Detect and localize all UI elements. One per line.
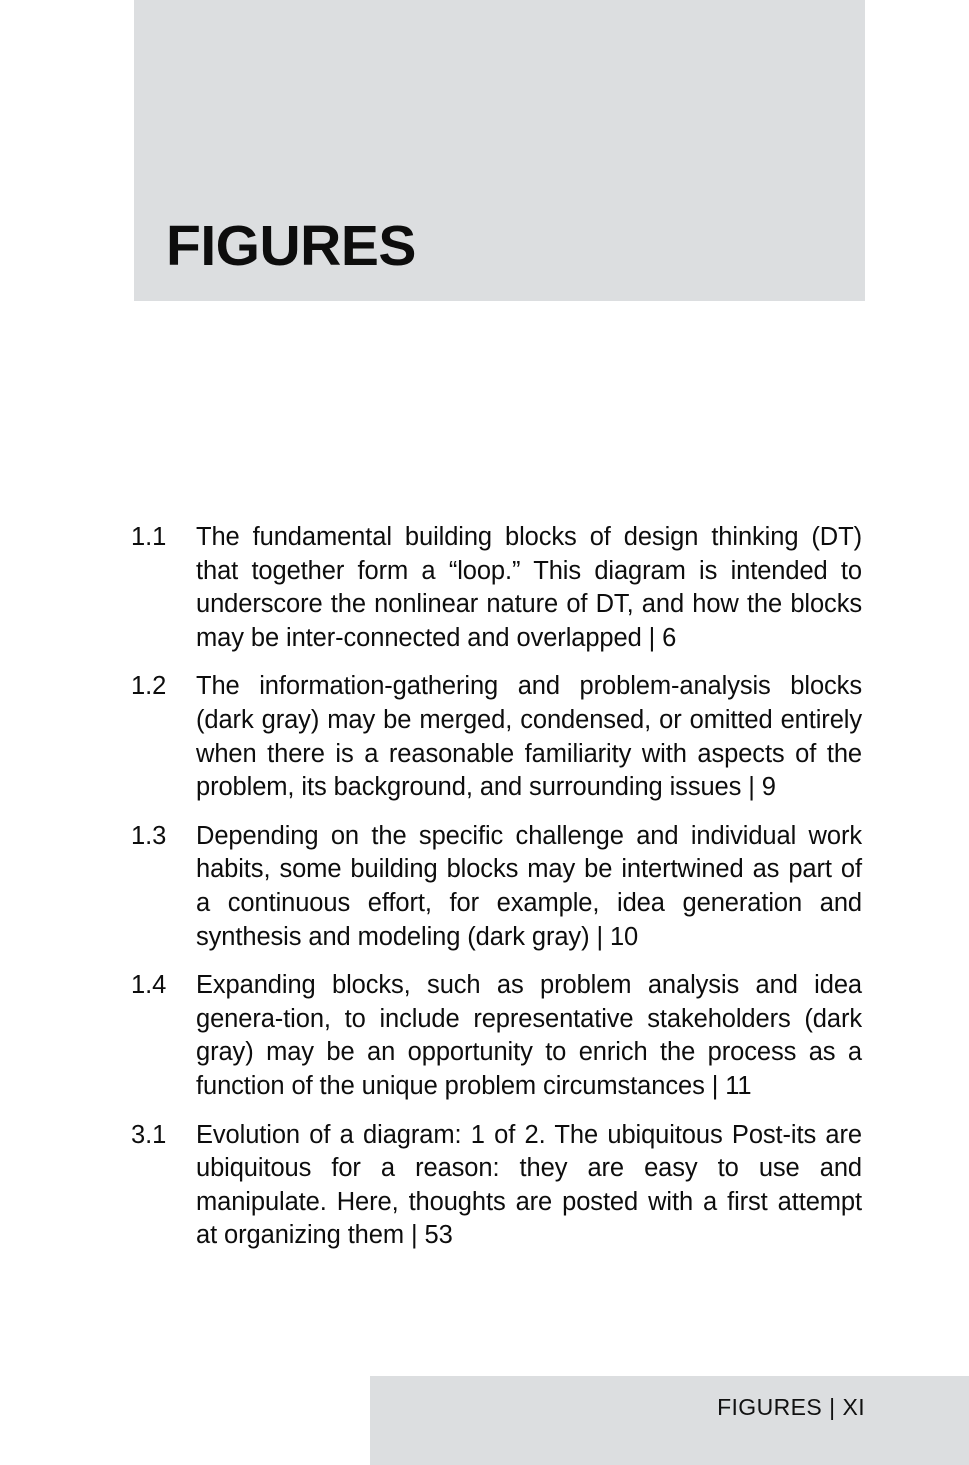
figures-list bbox=[131, 521, 862, 1253]
footer-page-number: XI bbox=[842, 1394, 865, 1420]
figure-number: 3.1 bbox=[131, 1120, 167, 1149]
list-item bbox=[131, 521, 862, 655]
figure-number: 1.2 bbox=[131, 672, 167, 701]
figure-caption: The information-gathering and problem-analysis blocks (dark gray) may be merged, condensed, or omitted entirely when there is a reasonable familiarity with aspects of the problem, its background, and surrounding issues | 9 bbox=[196, 672, 862, 802]
list-item bbox=[131, 1119, 862, 1253]
figure-caption: Depending on the specific challenge and individual work habits, some building blocks may be intertwined as part of a continuous effort, for example, idea generation and synthesis and modeling (dark gray) | 10 bbox=[196, 821, 862, 951]
header-band bbox=[134, 0, 865, 301]
page-footer bbox=[717, 1394, 865, 1421]
figure-number: 1.4 bbox=[131, 971, 167, 1000]
figure-caption: The fundamental building blocks of design thinking (DT) that together form a “loop.” This diagram is intended to underscore the nonlinear nature of DT, and how the blocks may be inter-connected and overlapped | 6 bbox=[196, 523, 862, 652]
list-item bbox=[131, 670, 862, 804]
page-title: FIGURES bbox=[166, 214, 416, 278]
footer-band bbox=[370, 1376, 969, 1465]
figure-caption: Evolution of a diagram: 1 of 2. The ubiquitous Post-its are ubiquitous for a reason: they are easy to use and manipulate. Here, thoughts are posted with a first attempt at organizing them | 53 bbox=[196, 1120, 862, 1250]
figure-caption: Expanding blocks, such as problem analysis and idea genera-tion, to include representative stakeholders (dark gray) may be an opportunity to enrich the process as a function of the unique problem circumstances | 11 bbox=[196, 971, 862, 1100]
list-item bbox=[131, 820, 862, 954]
figure-number: 1.3 bbox=[131, 821, 167, 850]
figure-number: 1.1 bbox=[131, 523, 167, 551]
list-item bbox=[131, 969, 862, 1103]
footer-section-label: FIGURES bbox=[717, 1394, 823, 1420]
footer-separator: | bbox=[829, 1394, 836, 1420]
